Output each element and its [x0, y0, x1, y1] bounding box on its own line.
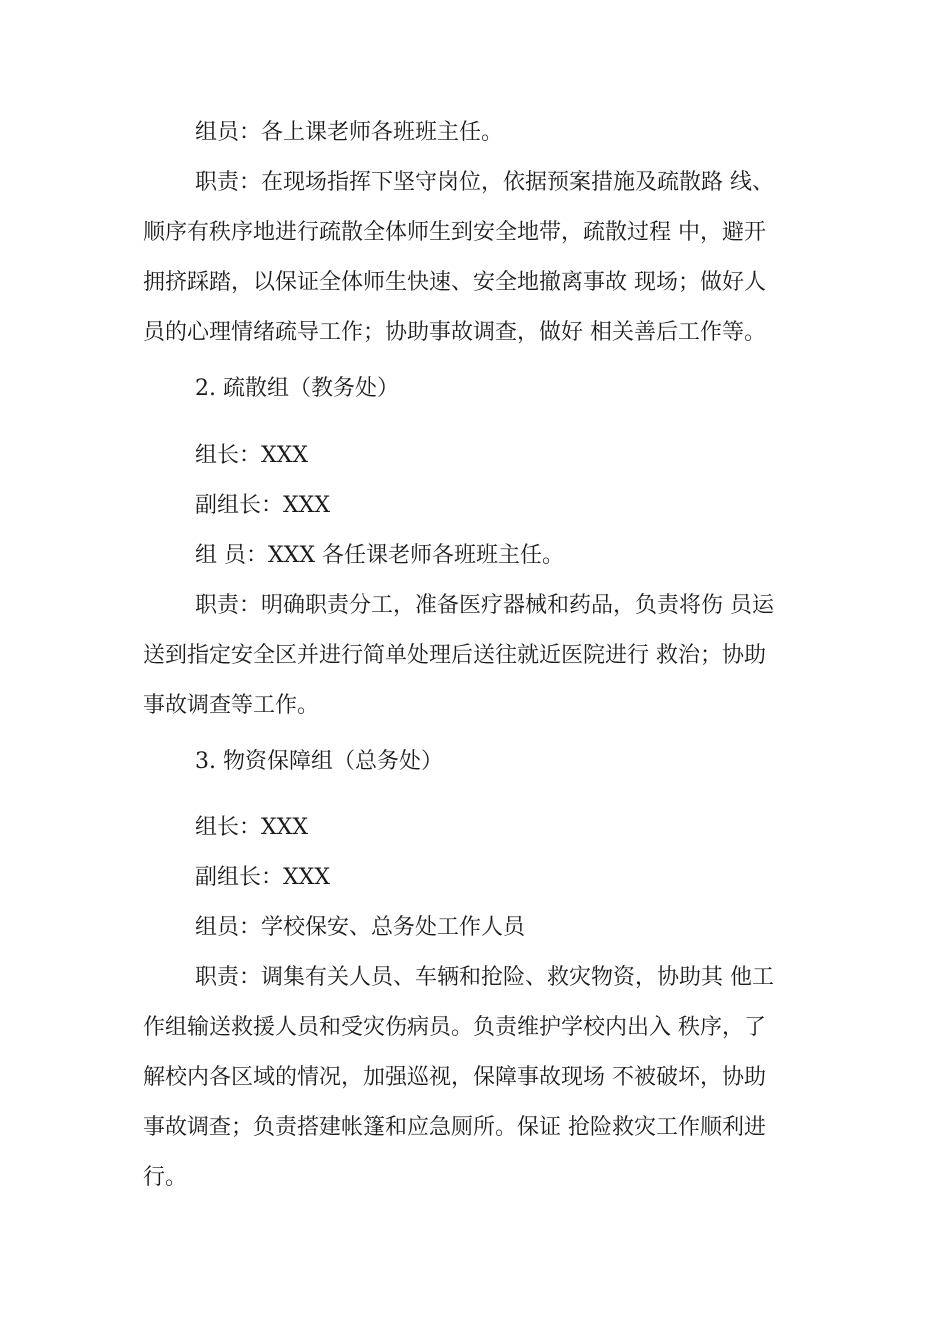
- group2-heading: 2. 疏散组（教务处）: [195, 376, 399, 401]
- group3-deputy: 副组长：XXX: [195, 865, 330, 890]
- group1-members: 组员：各上课老师各班班主任。: [195, 120, 504, 145]
- group3-duty-line-5: 行。: [143, 1165, 188, 1190]
- group3-heading: 3. 物资保障组（总务处）: [195, 749, 443, 774]
- group2-leader: 组长：XXX: [195, 443, 308, 468]
- group3-duty-line-1: 职责：调集有关人员、车辆和抢险、救灾物资，协助其 他工: [195, 965, 774, 990]
- group1-duty-line-3: 拥挤踩踏，以保证全体师生快速、安全地撤离事故 现场；做好人: [143, 270, 766, 295]
- group3-duty-line-4: 事故调查；负责搭建帐篷和应急厕所。保证 抢险救灾工作顺利进: [143, 1115, 766, 1140]
- group1-duty-line-1: 职责：在现场指挥下坚守岗位，依据预案措施及疏散路 线、: [195, 170, 774, 195]
- group2-members: 组 员：XXX 各任课老师各班班主任。: [195, 543, 564, 568]
- group2-duty-line-3: 事故调查等工作。: [143, 693, 320, 718]
- group1-duty-line-4: 员的心理情绪疏导工作；协助事故调查，做好 相关善后工作等。: [143, 320, 766, 345]
- group2-deputy: 副组长：XXX: [195, 493, 330, 518]
- group1-duty-line-2: 顺序有秩序地进行疏散全体师生到安全地带，疏散过程 中，避开: [143, 220, 766, 245]
- group2-duty-line-1: 职责：明确职责分工，准备医疗器械和药品，负责将伤 员运: [195, 593, 774, 618]
- group3-duty-line-2: 作组输送救援人员和受灾伤病员。负责维护学校内出入 秩序，了: [143, 1015, 766, 1040]
- group3-leader: 组长：XXX: [195, 815, 308, 840]
- group3-members: 组员：学校保安、总务处工作人员: [195, 915, 526, 940]
- group3-duty-line-3: 解校内各区域的情况，加强巡视，保障事故现场 不被破坏，协助: [143, 1065, 766, 1090]
- group2-duty-line-2: 送到指定安全区并进行简单处理后送往就近医院进行 救治；协助: [143, 643, 766, 668]
